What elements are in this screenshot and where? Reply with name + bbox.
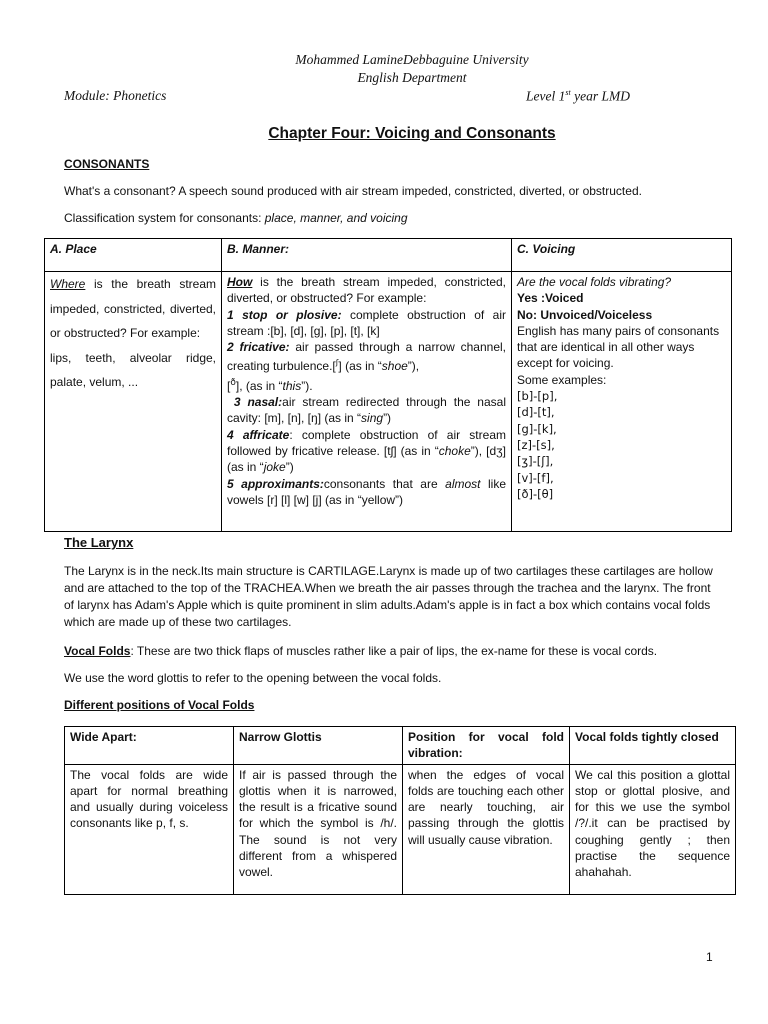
level-label: Level 1st year LMD	[526, 88, 630, 104]
glottis-paragraph: We use the word glottis to refer to the opening between the vocal folds.	[64, 671, 442, 685]
tightly-closed-header: Vocal folds tightly closed	[570, 727, 736, 765]
vibration-header: Position for vocal fold vibration:	[403, 727, 570, 765]
classification-line: Classification system for consonants: place, manner, and voicing	[64, 211, 408, 225]
narrow-glottis-header: Narrow Glottis	[234, 727, 403, 765]
positions-heading: Different positions of Vocal Folds	[64, 698, 255, 712]
wide-apart-header: Wide Apart:	[65, 727, 234, 765]
larynx-paragraph: The Larynx is in the neck.Its main structure is CARTILAGE.Larynx is made up of two cartilages these cartilages are hollow and are attached to the top of the TRACHEA.When we breath the air passes through the trachea and the larynx. The front of larynx has Adam's Apple which is quite prominent in slim adults.Adam's apple is in fact a box which contains vocal folds which are made up of these two cartilages.	[64, 564, 713, 629]
manner-header: B. Manner:	[222, 239, 512, 272]
university-name: Mohammed LamineDebbaguine University	[295, 52, 529, 67]
voicing-header: C. Voicing	[512, 239, 732, 272]
place-cell: Where is the breath stream impeded, constricted, diverted, or obstructed? For example: lips, teeth, alveolar ridge, palate, velum, ...	[45, 272, 222, 532]
department-name: English Department	[357, 70, 467, 85]
voicing-cell: Are the vocal folds vibrating? Yes :Voiced No: Unvoiced/Voiceless English has many pairs of consonants that are identical in all other ways except for voicing. Some examples: [b]-[p], [d]-[t], [g]-[k], [z]-[s], [ʒ]-[ʃ], [v]-[f], [ð]-[θ]	[512, 272, 732, 532]
vocal-folds-paragraph: Vocal Folds: These are two thick flaps of muscles rather like a pair of lips, the ex-name for these is vocal cords.	[64, 644, 658, 658]
manner-cell: How is the breath stream impeded, constricted, diverted, or obstructed? For example: 1 stop or plosive: complete obstruction of air stream :[b], [d], [g], [p], [t], [k] 2 fricative: air passed through a narrow channel, creating turbulence.[$^ʃ$] (as in “shoe”), [$^ð$], (as in “this”). 3 nasal:air stream redirected through the nasal cavity: [m], [n], [ŋ] (as in “sing”) 4 affricate: complete obstruction of air stream followed by fricative release. [tʃ] (as in “choke”), [dʒ] (as in “joke”) 5 approximants:consonants that are almost like vowels [r] [l] [w] [j] (as in “yellow”)	[222, 272, 512, 532]
consonant-classification-table	[44, 238, 732, 532]
place-header: A. Place	[45, 239, 222, 272]
vocal-fold-positions-table	[64, 726, 736, 895]
module-label: Module: Phonetics	[64, 88, 167, 103]
vibration-cell: when the edges of vocal folds are touching each other are nearly touching, air passing through the glottis will usually cause vibration.	[403, 764, 570, 894]
tightly-closed-cell: We cal this position a glottal stop or glottal plosive, and for this we use the symbol /?/.it can be practised by coughing gently ; then practise the sequence ahahahah.	[570, 764, 736, 894]
wide-apart-cell: The vocal folds are wide apart for normal breathing and usually during voiceless consonants like p, f, s.	[65, 764, 234, 894]
larynx-heading: The Larynx	[64, 535, 134, 550]
narrow-glottis-cell: If air is passed through the glottis when it is narrowed, the result is a fricative sound for which the symbol is /h/. The sound is not very different from a whispered vowel.	[234, 764, 403, 894]
page-number: 1	[706, 950, 713, 964]
consonants-heading: CONSONANTS	[64, 157, 150, 171]
consonant-definition: What's a consonant? A speech sound produced with air stream impeded, constricted, diverted, or obstructed.	[64, 184, 642, 198]
chapter-title: Chapter Four: Voicing and Consonants	[268, 125, 556, 142]
